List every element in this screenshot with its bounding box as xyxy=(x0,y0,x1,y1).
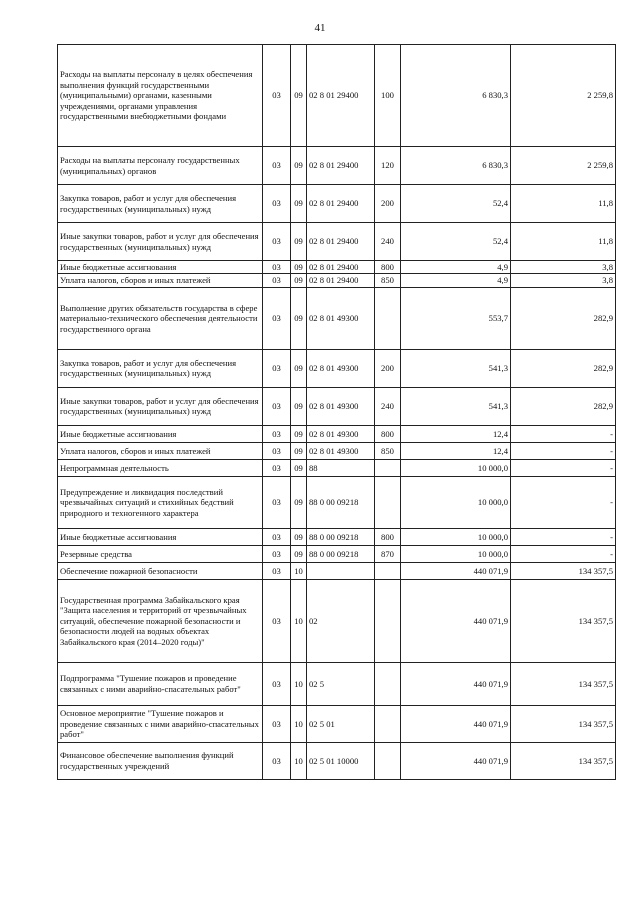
cell-sum-actual: 282,9 xyxy=(511,387,616,425)
cell-name: Иные закупки товаров, работ и услуг для обеспечения государственных (муниципальных) нужд xyxy=(58,387,263,425)
table-row xyxy=(58,287,616,349)
cell-name: Расходы на выплаты персоналу в целях обеспечения выполнения функций государственными (муниципальными) органами, казенными учреждениями, органами управления государственными внебюджетными фондами xyxy=(58,45,263,147)
table-row xyxy=(58,442,616,459)
cell-expense-type xyxy=(375,287,401,349)
cell-sum-plan: 6 830,3 xyxy=(401,45,511,147)
cell-subsection: 09 xyxy=(291,185,307,223)
table-row xyxy=(58,274,616,287)
cell-sum-actual: 11,8 xyxy=(511,185,616,223)
cell-name: Расходы на выплаты персоналу государственных (муниципальных) органов xyxy=(58,147,263,185)
cell-sum-plan: 440 071,9 xyxy=(401,579,511,662)
cell-sum-actual: - xyxy=(511,528,616,545)
cell-sum-actual: 11,8 xyxy=(511,223,616,261)
cell-name: Иные бюджетные ассигнования xyxy=(58,528,263,545)
cell-sum-actual: 134 357,5 xyxy=(511,562,616,579)
cell-expense-type xyxy=(375,662,401,705)
table-row xyxy=(58,562,616,579)
cell-sum-plan: 440 071,9 xyxy=(401,662,511,705)
cell-sum-plan: 4,9 xyxy=(401,261,511,274)
cell-sum-actual: 134 357,5 xyxy=(511,662,616,705)
cell-target-article: 88 xyxy=(307,459,375,476)
cell-name: Закупка товаров, работ и услуг для обеспечения государственных (муниципальных) нужд xyxy=(58,185,263,223)
cell-target-article: 88 0 00 09218 xyxy=(307,476,375,528)
cell-target-article: 02 8 01 49300 xyxy=(307,349,375,387)
cell-target-article: 02 8 01 29400 xyxy=(307,274,375,287)
cell-section: 03 xyxy=(263,274,291,287)
cell-target-article: 02 8 01 49300 xyxy=(307,387,375,425)
cell-subsection: 09 xyxy=(291,45,307,147)
cell-name: Основное мероприятие "Тушение пожаров и проведение связанных с ними аварийно-спасательных работ" xyxy=(58,705,263,742)
table-row xyxy=(58,387,616,425)
cell-section: 03 xyxy=(263,662,291,705)
cell-sum-actual: 282,9 xyxy=(511,287,616,349)
cell-expense-type xyxy=(375,476,401,528)
cell-name: Иные закупки товаров, работ и услуг для обеспечения государственных (муниципальных) нужд xyxy=(58,223,263,261)
cell-name: Иные бюджетные ассигнования xyxy=(58,261,263,274)
cell-sum-plan: 440 071,9 xyxy=(401,705,511,742)
cell-sum-plan: 4,9 xyxy=(401,274,511,287)
cell-section: 03 xyxy=(263,476,291,528)
cell-name: Резервные средства xyxy=(58,545,263,562)
cell-sum-actual: - xyxy=(511,476,616,528)
cell-sum-actual: 3,8 xyxy=(511,274,616,287)
cell-sum-actual: - xyxy=(511,545,616,562)
cell-expense-type xyxy=(375,579,401,662)
cell-sum-plan: 12,4 xyxy=(401,425,511,442)
cell-name: Непрограммная деятельность xyxy=(58,459,263,476)
cell-section: 03 xyxy=(263,261,291,274)
cell-subsection: 09 xyxy=(291,261,307,274)
cell-name: Уплата налогов, сборов и иных платежей xyxy=(58,442,263,459)
cell-target-article: 02 5 xyxy=(307,662,375,705)
cell-expense-type: 240 xyxy=(375,387,401,425)
cell-expense-type: 100 xyxy=(375,45,401,147)
cell-subsection: 09 xyxy=(291,274,307,287)
cell-name: Финансовое обеспечение выполнения функций государственных учреждений xyxy=(58,742,263,779)
table-row xyxy=(58,261,616,274)
cell-expense-type: 850 xyxy=(375,442,401,459)
cell-sum-plan: 6 830,3 xyxy=(401,147,511,185)
cell-expense-type: 240 xyxy=(375,223,401,261)
table-row xyxy=(58,147,616,185)
cell-target-article: 02 xyxy=(307,579,375,662)
cell-name: Уплата налогов, сборов и иных платежей xyxy=(58,274,263,287)
cell-section: 03 xyxy=(263,705,291,742)
cell-subsection: 09 xyxy=(291,476,307,528)
cell-expense-type xyxy=(375,562,401,579)
cell-sum-actual: 282,9 xyxy=(511,349,616,387)
cell-expense-type xyxy=(375,705,401,742)
cell-subsection: 09 xyxy=(291,147,307,185)
cell-section: 03 xyxy=(263,742,291,779)
table-row xyxy=(58,528,616,545)
cell-expense-type: 800 xyxy=(375,261,401,274)
cell-name: Подпрограмма "Тушение пожаров и проведение связанных с ними аварийно-спасательных работ" xyxy=(58,662,263,705)
cell-subsection: 10 xyxy=(291,579,307,662)
cell-target-article xyxy=(307,562,375,579)
cell-target-article: 88 0 00 09218 xyxy=(307,545,375,562)
cell-expense-type: 200 xyxy=(375,185,401,223)
cell-subsection: 10 xyxy=(291,742,307,779)
cell-sum-plan: 52,4 xyxy=(401,223,511,261)
cell-target-article: 02 5 01 10000 xyxy=(307,742,375,779)
cell-subsection: 09 xyxy=(291,387,307,425)
cell-target-article: 02 8 01 49300 xyxy=(307,287,375,349)
cell-sum-actual: 134 357,5 xyxy=(511,705,616,742)
cell-sum-actual: - xyxy=(511,459,616,476)
table-row xyxy=(58,579,616,662)
budget-table xyxy=(57,44,616,780)
cell-sum-plan: 10 000,0 xyxy=(401,528,511,545)
page-number: 41 xyxy=(314,22,326,34)
cell-subsection: 10 xyxy=(291,662,307,705)
cell-sum-actual: 3,8 xyxy=(511,261,616,274)
cell-section: 03 xyxy=(263,459,291,476)
cell-expense-type: 850 xyxy=(375,274,401,287)
cell-subsection: 09 xyxy=(291,223,307,261)
cell-section: 03 xyxy=(263,579,291,662)
cell-expense-type: 120 xyxy=(375,147,401,185)
cell-subsection: 09 xyxy=(291,425,307,442)
budget-table-body xyxy=(58,45,616,780)
cell-name: Закупка товаров, работ и услуг для обеспечения государственных (муниципальных) нужд xyxy=(58,349,263,387)
cell-subsection: 10 xyxy=(291,705,307,742)
cell-target-article: 02 8 01 29400 xyxy=(307,223,375,261)
cell-name: Иные бюджетные ассигнования xyxy=(58,425,263,442)
cell-sum-plan: 52,4 xyxy=(401,185,511,223)
table-row xyxy=(58,662,616,705)
cell-subsection: 09 xyxy=(291,545,307,562)
cell-sum-actual: 134 357,5 xyxy=(511,742,616,779)
cell-subsection: 09 xyxy=(291,287,307,349)
cell-sum-plan: 553,7 xyxy=(401,287,511,349)
table-row xyxy=(58,742,616,779)
cell-name: Предупреждение и ликвидация последствий чрезвычайных ситуаций и стихийных бедствий природного и техногенного характера xyxy=(58,476,263,528)
cell-name: Выполнение других обязательств государства в сфере материально-технического обеспечения деятельности государственного органа xyxy=(58,287,263,349)
cell-section: 03 xyxy=(263,287,291,349)
cell-section: 03 xyxy=(263,528,291,545)
cell-sum-actual: 2 259,8 xyxy=(511,147,616,185)
cell-sum-actual: 2 259,8 xyxy=(511,45,616,147)
cell-sum-actual: - xyxy=(511,425,616,442)
cell-sum-plan: 541,3 xyxy=(401,349,511,387)
cell-section: 03 xyxy=(263,185,291,223)
cell-section: 03 xyxy=(263,425,291,442)
table-row xyxy=(58,349,616,387)
cell-target-article: 02 8 01 29400 xyxy=(307,45,375,147)
cell-expense-type: 870 xyxy=(375,545,401,562)
table-row xyxy=(58,45,616,147)
cell-name: Государственная программа Забайкальского края "Защита населения и территорий от чрезвычайных ситуаций, обеспечение пожарной безопасности и безопасности людей на водных объектах Забайкальского края (2014–2020 годы)" xyxy=(58,579,263,662)
cell-sum-plan: 10 000,0 xyxy=(401,545,511,562)
cell-expense-type xyxy=(375,742,401,779)
cell-subsection: 10 xyxy=(291,562,307,579)
cell-target-article: 02 8 01 49300 xyxy=(307,442,375,459)
cell-section: 03 xyxy=(263,147,291,185)
cell-sum-actual: 134 357,5 xyxy=(511,579,616,662)
cell-name: Обеспечение пожарной безопасности xyxy=(58,562,263,579)
cell-section: 03 xyxy=(263,387,291,425)
table-row xyxy=(58,705,616,742)
table-row xyxy=(58,223,616,261)
table-row xyxy=(58,425,616,442)
cell-sum-plan: 440 071,9 xyxy=(401,562,511,579)
cell-subsection: 09 xyxy=(291,349,307,387)
cell-subsection: 09 xyxy=(291,442,307,459)
cell-target-article: 02 8 01 29400 xyxy=(307,185,375,223)
table-row xyxy=(58,459,616,476)
cell-section: 03 xyxy=(263,45,291,147)
cell-expense-type: 200 xyxy=(375,349,401,387)
cell-subsection: 09 xyxy=(291,528,307,545)
cell-sum-plan: 10 000,0 xyxy=(401,459,511,476)
table-row xyxy=(58,545,616,562)
cell-sum-plan: 440 071,9 xyxy=(401,742,511,779)
cell-section: 03 xyxy=(263,223,291,261)
cell-target-article: 02 8 01 29400 xyxy=(307,261,375,274)
cell-section: 03 xyxy=(263,349,291,387)
cell-sum-plan: 10 000,0 xyxy=(401,476,511,528)
cell-target-article: 88 0 00 09218 xyxy=(307,528,375,545)
cell-expense-type: 800 xyxy=(375,425,401,442)
cell-expense-type xyxy=(375,459,401,476)
cell-subsection: 09 xyxy=(291,459,307,476)
cell-sum-plan: 541,3 xyxy=(401,387,511,425)
cell-section: 03 xyxy=(263,442,291,459)
table-row xyxy=(58,476,616,528)
cell-section: 03 xyxy=(263,545,291,562)
cell-target-article: 02 5 01 xyxy=(307,705,375,742)
cell-sum-actual: - xyxy=(511,442,616,459)
cell-target-article: 02 8 01 49300 xyxy=(307,425,375,442)
table-row xyxy=(58,185,616,223)
cell-sum-plan: 12,4 xyxy=(401,442,511,459)
cell-target-article: 02 8 01 29400 xyxy=(307,147,375,185)
cell-expense-type: 800 xyxy=(375,528,401,545)
cell-section: 03 xyxy=(263,562,291,579)
